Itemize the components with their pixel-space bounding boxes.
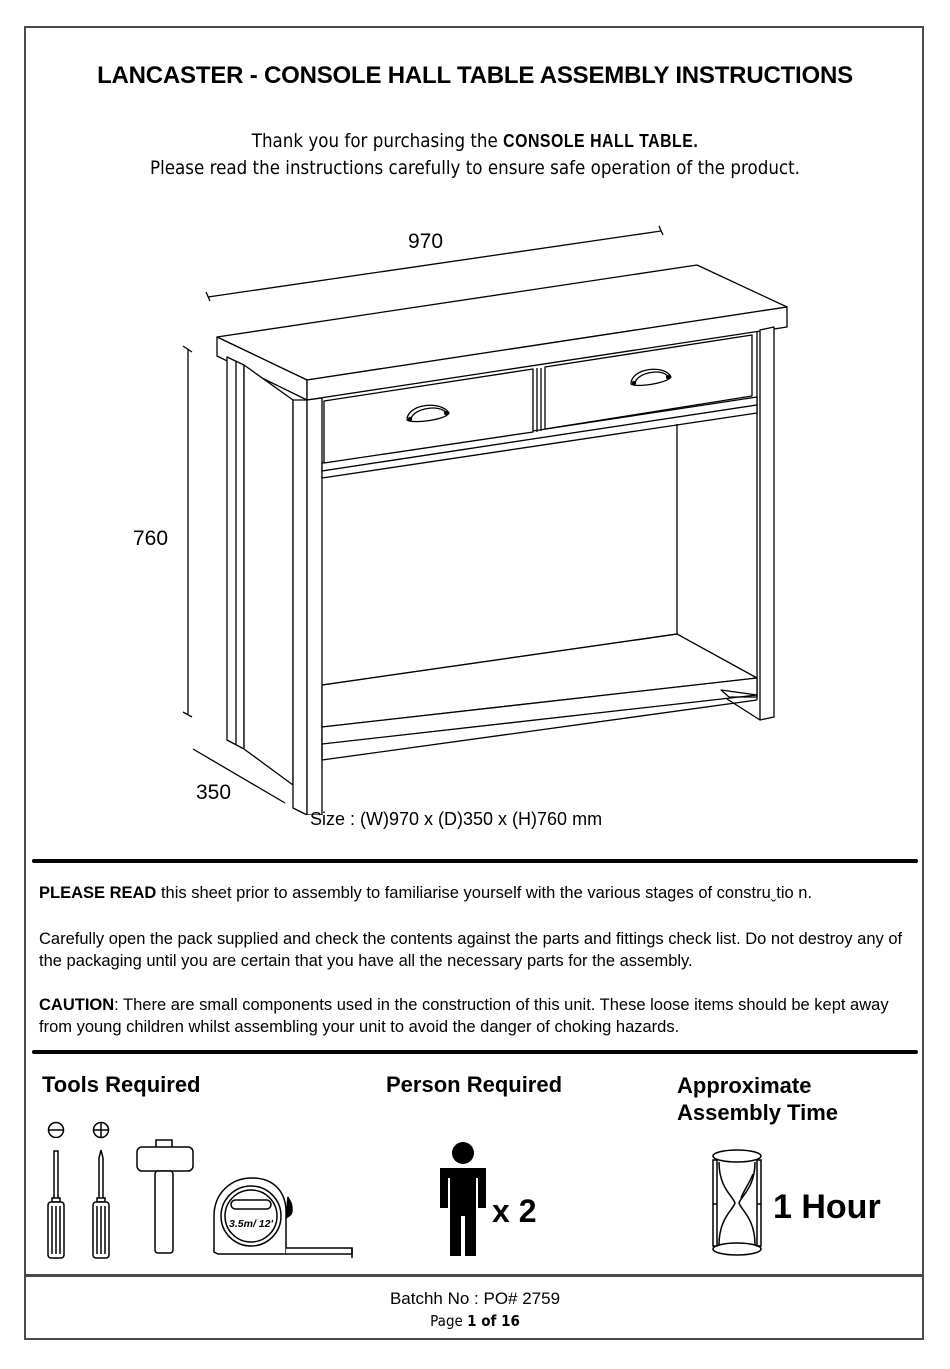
- height-dimension-label: 760: [133, 527, 169, 550]
- product-name: CONSOLE HALL TABLE.: [503, 131, 699, 151]
- page-prefix: Page: [430, 1312, 468, 1330]
- phillips-screwdriver-icon: [85, 1118, 115, 1260]
- tools-required-heading: Tools Required: [42, 1072, 201, 1097]
- bottom-shelf: [322, 634, 760, 744]
- page-number: [48, 1312, 903, 1330]
- person-required-heading: Person Required: [386, 1072, 563, 1097]
- height-dimension-line: [183, 346, 192, 717]
- assembly-time-heading-line1: Approximate: [677, 1073, 812, 1098]
- thank-you-line: [57, 130, 893, 152]
- tape-measure-label: 3.5m/ 12': [229, 1218, 273, 1230]
- assembly-time-heading: [677, 1072, 838, 1126]
- flathead-screwdriver-icon: [40, 1118, 70, 1260]
- person-icon: [438, 1138, 488, 1258]
- size-caption: Size : (W)970 x (D)350 x (H)760 mm: [310, 809, 603, 829]
- check-contents-notice: Carefully open the pack supplied and check the contents against the parts and fittings check list. Do not destroy any of the packaging until you are certain that you have all the necessary parts for the assembly.: [39, 930, 903, 970]
- section-divider-bottom: [32, 1050, 918, 1054]
- footer-divider: [26, 1274, 924, 1277]
- document-title: LANCASTER - CONSOLE HALL TABLE ASSEMBLY INSTRUCTIONS: [97, 62, 853, 89]
- console-table-drawing: [120, 215, 810, 815]
- left-side-panel: [227, 357, 322, 815]
- assembly-time-heading-line2: Assembly Time: [677, 1100, 839, 1125]
- read-instructions-line: Please read the instructions carefully to ensure safe operation of the product.: [150, 157, 800, 179]
- caution-notice: [39, 994, 909, 1038]
- tape-measure-icon: [208, 1172, 358, 1260]
- assembly-time-value: 1 Hour: [773, 1188, 881, 1226]
- hourglass-icon: [707, 1148, 769, 1258]
- depth-dimension-label: 350: [196, 781, 232, 804]
- section-divider-top: [32, 859, 918, 863]
- person-count: x 2: [492, 1193, 537, 1229]
- width-dimension-label: 970: [408, 230, 444, 253]
- hammer-icon: [133, 1137, 195, 1257]
- please-read-notice: [39, 882, 909, 904]
- caution-lead: CAUTION: [39, 996, 115, 1014]
- batch-number: Batchh No : PO# 2759: [389, 1289, 561, 1308]
- please-read-text: this sheet prior to assembly to familiarise yourself with the various stages of construˬtio n.: [156, 884, 813, 902]
- page-value: 1 of 16: [467, 1312, 520, 1330]
- please-read-lead: PLEASE READ: [39, 884, 157, 902]
- right-leg: [757, 327, 774, 720]
- caution-text: : There are small components used in the construction of this unit. These loose items should be kept away from young children whilst assembling your unit to avoid the danger of choking hazards.: [39, 996, 889, 1036]
- thanks-prefix: Thank you for purchasing the: [251, 130, 504, 152]
